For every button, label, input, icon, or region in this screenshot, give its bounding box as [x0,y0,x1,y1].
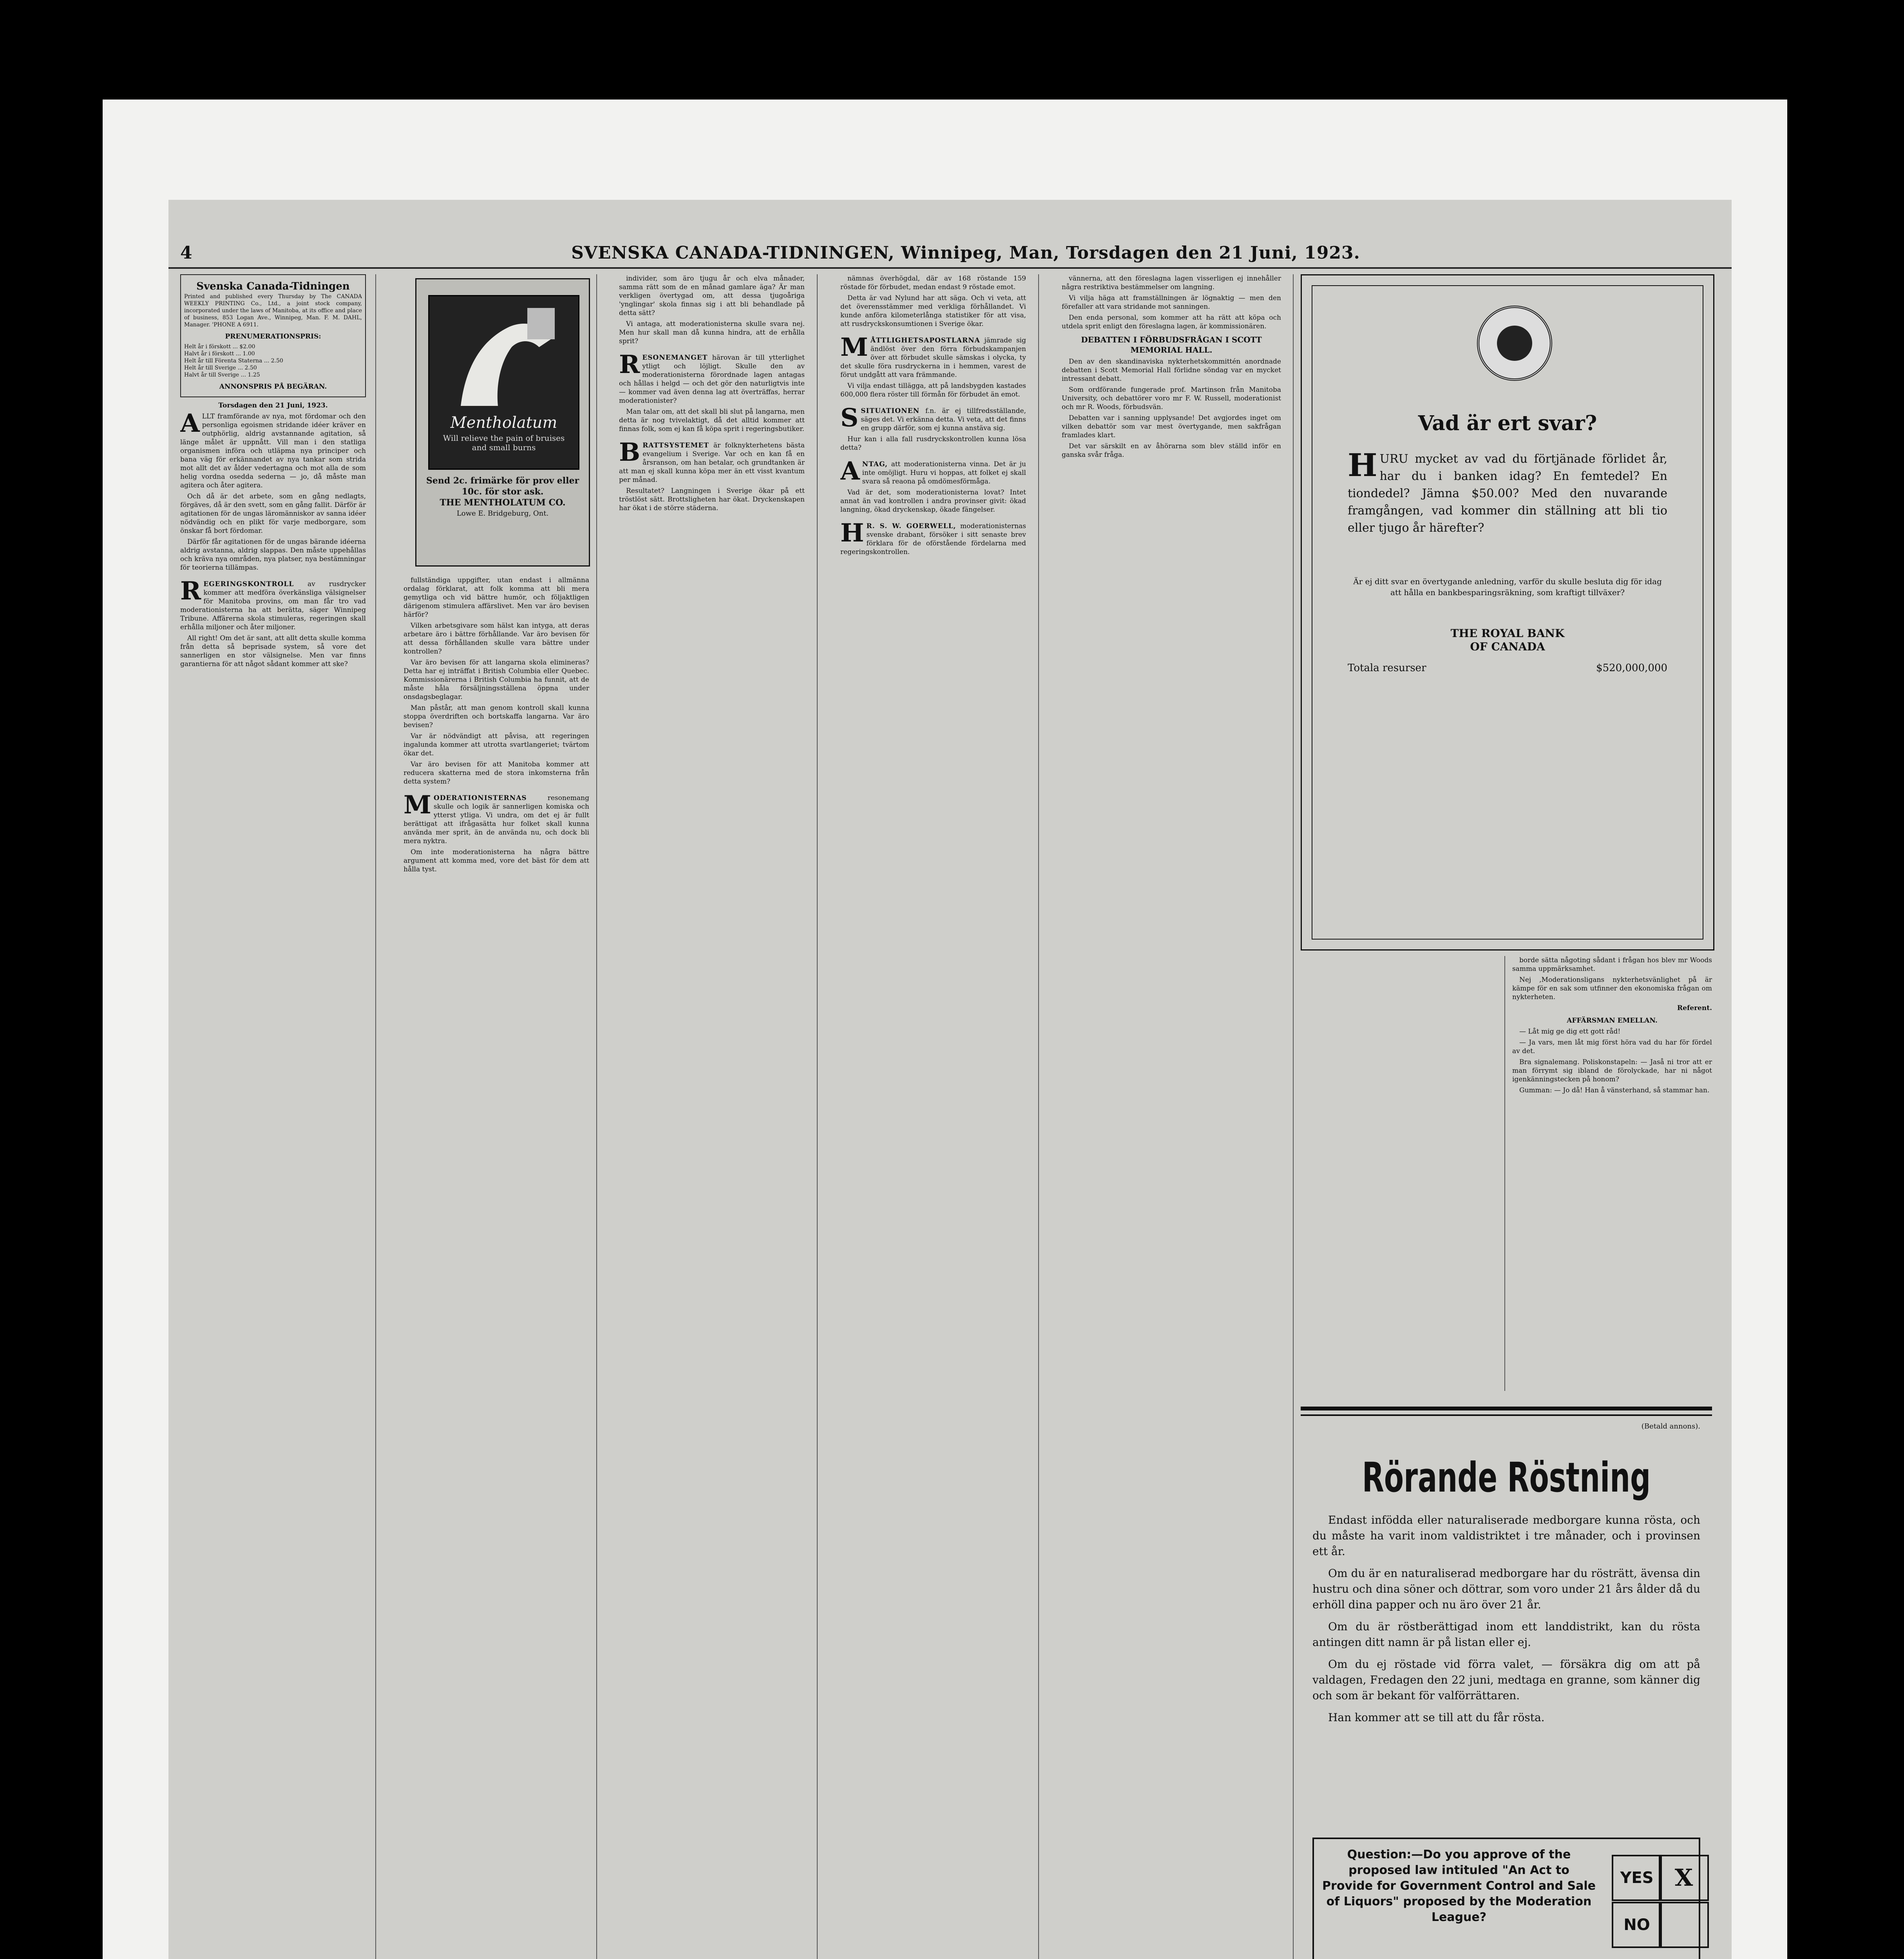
column-rule [596,274,597,1959]
article-heading: ODERATIONISTERNAS [433,794,527,802]
drop-cap: A [180,409,200,438]
notice-paragraph: Om du ej röstade vid förra valet, — försäkra dig om att på valdagen, Fredagen den 22 juni, medtaga en granne, som känner dig och som är bekant för valförrättaren. [1312,1658,1700,1702]
drop-cap: B [619,438,641,467]
bank-name: THE ROYAL BANK [1450,627,1565,640]
article-paragraph: LLT framförande av nya, mot fördomar och den personliga egoismen stridande idéer kräver en outphörlig, aldrig avstannande agitation, så länge målet är uppnått. Vill man i den statliga organismen införa och utläpma nya principer och bana väg för erkännandet av nya tankar som strida mot allt det av ålder vedertagna och mot alla de som helig vordna osedda sederna — jo, då måste man agitera och åter agitera. [180,413,366,489]
article-paragraph: Om inte moderationisterna ha några bättre argument att komma med, vore det bäst för dem att hålla tyst. [404,848,589,873]
article-paragraph: Den enda personal, som kommer att ha rätt att köpa och utdela sprit enligt den föreslagna lagen, är kommissionären. [1062,314,1281,330]
article-paragraph: Det var särskilt en av åhörarna som blev ställd inför en ganska svår fråga. [1062,442,1281,459]
masthead-title: SVENSKA CANADA-TIDNINGEN, Winnipeg, Man, Torsdagen den 21 Juni, 1923. [571,243,1360,263]
ad-company: THE MENTHOLATUM CO. [440,498,566,508]
article-paragraph: borde sätta någoting sådant i frågan hos blev mr Woods samma uppmärksamhet. [1512,956,1712,973]
article-paragraph: Vi vilja häga att framställningen är lögnaktig — men den förefaller att vara stridande mot sanningen. [1062,294,1281,311]
article-heading: RATTSYSTEMET [643,442,709,449]
article-paragraph: Var är nödvändigt att påvisa, att regeringen ingalunda kommer att utrotta svartlangeriet; tvärtom ökar det. [404,732,589,757]
article-heading: NTAG, [862,460,888,468]
column-3 [619,274,805,1959]
article-paragraph: fullständiga uppgifter, utan endast i allmänna ordalag förklarat, att folk komma att bli mera gemytliga och vid bättre humör, och följaktligen därigenom stimulera affärslivet. Men var äro bevisen härför? [404,576,589,619]
article-heading: ESONEMANGET [642,354,708,362]
article-paragraph: vännerna, att den föreslagna lagen visserligen ej innehåller några restriktiva bestämmelser om langning. [1062,275,1281,291]
drop-cap: M [840,333,868,362]
article-paragraph: Debatten var i sanning upplysande! Det avgjordes inget om vilken debattör som var mest övertygande, men sakfrågan framlades klart. [1062,414,1281,439]
subscription-row: Halvt år i förskott ... 1.00 [184,351,255,357]
article-paragraph: Var äro bevisen för att Manitoba kommer att reducera skatterna med de stora inkomsterna från detta system? [404,760,589,786]
debate-heading: DEBATTEN I FÖRBUDSFRÅGAN I SCOTT MEMORIAL HALL. [1081,335,1262,355]
notice-paragraph: Om du är röstberättigad inom ett landdistrikt, kan du rösta antingen ditt namn är på listan eller ej. [1312,1620,1700,1649]
article-paragraph: Vi vilja endast tillägga, att på landsbygden kastades 600,000 flera röster till förmån för förbudet än emot. [840,382,1026,398]
joke-line: Bra signalemang. Poliskonstapeln: — Jaså ni tror att er man förrymt sig ibland de förolyckade, har ni något igenkänningstecken på honom? [1512,1058,1712,1083]
article-heading: EGERINGSKONTROLL [203,580,294,588]
article-paragraph: individer, som äro tjugu år och elva månader, samma rätt som de en månad gamlare äga? Är man verkligen övertygad om, att dessa tjugoåriga 'ynglingar' skola finnas sig i att bli behandlade på detta sätt? [619,275,805,317]
drop-cap: H [1348,447,1377,483]
notice-paragraph: Endast infödda eller naturaliserade medborgare kunna rösta, och du måste ha varit inom valdistriktet i tre månader, och i provinsen ett år. [1312,1514,1700,1558]
article-heading: ÅTTLIGHETSAPOSTLARNA [870,337,980,344]
article-paragraph: nämnas överhögdal, där av 168 röstande 159 röstade för förbudet, medan endast 9 röstade emot. [840,275,1026,291]
subscription-row: Helt år till Förenta Staterna ... 2.50 [184,358,283,364]
masthead-rule [168,267,1732,269]
article-heading: R. S. W. GOERWELL, [866,522,956,530]
ballot-question: Question:—Do you approve of the proposed law intituled "An Act to Provide for Government Control and Sale of Liquors" proposed by the Moderation League? [1322,1848,1596,1924]
subscription-row: Halvt år till Sverige ... 1.25 [184,372,260,378]
newspaper-page [168,200,1732,1959]
column-6 [1512,956,1712,1391]
column-5 [1062,274,1281,1959]
drop-cap: S [840,403,859,433]
rule-bar [1301,1407,1712,1410]
notice-title: Rörande Röstning [1362,1454,1651,1501]
paper-name: Svenska Canada-Tidningen [196,281,350,292]
column-rule [375,274,376,1959]
column-4 [840,274,1026,1959]
ad-border [1312,285,1703,940]
page-number: 4 [180,243,192,263]
article-paragraph: Vad är det, som moderationisterna lovat? Intet annat än vad kontrollen i andra provinser givit: ökad langning, ökad dryckenskap, ökade fängelser. [840,489,1026,514]
subscription-row: Helt år i förskott ... $2.00 [184,344,255,350]
drop-cap: R [180,576,201,606]
article-paragraph: av rusdrycker kommer att medföra överkänsliga välsignelser för Manitoba provins, om man får tro vad moderationisterna ha att berätta, säger Winnipeg Tribune. Affärerna skola stimuleras, regeringen skall erhålla miljoner och åter miljoner. [180,580,366,631]
ad-tagline: Will relieve the pain of bruises and small burns [443,433,565,452]
article-paragraph: Man talar om, att det skall bli slut på langarna, men detta är nog tvivelaktigt, då det alltid kommer att finnas folk, som ej kan få köpa sprit i regeringsbutiker. [619,408,805,433]
article-paragraph: att moderationisterna vinna. Det är ju inte omöjligt. Huru vi hoppas, att folket ej skall svara så reaona på omdömesförmåga. [862,460,1026,485]
article-paragraph: Var äro bevisen för att langarna skola elimineras? Detta har ej inträffat i British Columbia eller Quebec. Kommissionärerna i British Columbia ha funnit, att de måste håla försäljningsställena öppna under onsdagsbeglagar. [404,659,589,701]
royal-bank-ad [1301,274,1714,951]
byline: Referent. [1677,1004,1712,1012]
imprint-box [180,274,366,397]
column-rule [1293,274,1294,1959]
ballot-no: NO [1612,1902,1662,1948]
drop-cap: A [840,456,860,486]
column-rule [1504,956,1505,1391]
article-paragraph: moderationisternas svenske drabant, försöker i sitt senaste brev förklara för de oförstående fördelarna med regeringskontrollen. [840,522,1026,556]
ad-logo: Mentholatum [450,414,557,432]
column-rule [817,274,818,1959]
article-paragraph: Vilken arbetsgivare som hälst kan intyga, att deras arbetare äro i bättre förhållande. Var äro bevisen för att dessa förhållanden skulle vara bättre under kontrollen? [404,622,589,655]
article-heading: SITUATIONEN [861,407,920,415]
paid-notice: (Betald annons). [1641,1422,1700,1430]
subscription-heading: PRENUMERATIONSPRIS: [225,333,321,340]
column-rule [1038,274,1039,1959]
article-paragraph: är folknykterhetens bästa evangelium i Sverige. Var och en kan få en årsranson, om han betalar, och grundtanken är att man ej skall kunna köpa mer än ett visst kvantum per månad. [619,442,805,484]
subscription-row: Helt år till Sverige ... 2.50 [184,365,257,371]
notice-paragraph: Om du är en naturaliserad medborgare har du rösträtt, ävensa din hustru och dina söner och döttrar, som voro under 21 års ålder då du erhöll dina papper och nu äro över 21 år. [1312,1567,1700,1611]
imprint-text: Printed and published every Thursday by The CANADA WEEKLY PRINTING Co., Ltd., a joint stock company, incorporated under the laws of Manitoba, at its office and place of business, 853 Logan Ave., Winnipeg, Man. F. M. DAHL, Manager. 'PHONE A 6911. [184,293,362,328]
article-paragraph: resonemang skulle och logik är sannerligen komiska och ytterst ytliga. Vi undra, om det ej är fullt berättigat att ifrågasätta hur folket skall kunna använda mer sprit, än de använda nu, och dock bli mera nyktra. [404,794,589,845]
ad-offer: Send 2c. frimärke för prov eller 10c. för stor ask. [426,476,579,497]
bank-seal-icon [1477,306,1552,381]
article-paragraph: Resultatet? Langningen i Sverige ökar på ett tröstlöst sätt. Brottsligheten har ökat. Dryckenskapen har ökat i de större städerna. [619,487,805,512]
ad-illustration [428,295,579,470]
rule-bar [1301,1414,1712,1416]
ballot-sample [1312,1838,1700,1959]
ad-question: URU mycket av vad du förtjänade förlidet år, har du i banken idag? En femtedel? En tiondedel? Jämna $50.00? Med den nuvarande framgången, vad kommer din ställning att bli tio eller tjugo år härefter? [1348,452,1667,535]
voting-notice [1301,1399,1712,1959]
joke-line: — Låt mig ge dig ett gott råd! [1519,1028,1621,1036]
drop-cap: H [840,518,864,548]
article-paragraph: Den av den skandinaviska nykterhetskommittén anordnade debatten i Scott Memorial Hall förlidne söndag var en mycket intressant debatt. [1062,358,1281,383]
ad-heading: Vad är ert svar? [1418,411,1597,435]
resources-value: $520,000,000 [1596,662,1667,674]
article-paragraph: Därför får agitationen för de ungas bärande idéerna aldrig avstanna, aldrig slappas. Den måste uppehållas och kräva nya områden, nya platser, nya bestämningar för teorierna tillämpas. [180,538,366,572]
article-paragraph: Detta är vad Nylund har att säga. Och vi veta, att det överensstämmer med verkliga förhållandet. Vi kunde anföra kilometerlånga statistiker för att visa, att rusdryckskonsumtionen i Sverige ökar. [840,294,1026,328]
joke-line: — Ja vars, men låt mig först höra vad du har för fördel av det. [1512,1039,1712,1055]
article-paragraph: Man påstår, att man genom kontroll skall kunna stoppa överdriften och bortskaffa langarna. Var äro bevisen? [404,704,589,729]
joke-heading: AFFÄRSMAN EMELLAN. [1567,1017,1658,1025]
ads-heading: ANNONSPRIS PÅ BEGÄRAN. [219,383,327,391]
article-paragraph: f.n. är ej tillfredsställande, säges det. Vi erkänna detta. Vi veta, att det finns en grupp därför, som ej kunna anstäva sig. [861,407,1026,432]
ad-address: Lowe E. Bridgeburg, Ont. [456,509,549,518]
bank-name-sub: OF CANADA [1470,640,1545,653]
mentholatum-ad [415,278,590,567]
article-paragraph: härovan är till ytterlighet ytligt och löjligt. Skulle den av moderationisterna förordnade lagen antagas och hållas i helgd — och det gör den naturligtvis inte — kommer vad även denna lag att överträffas, herrar moderationister? [619,354,805,405]
ballot-empty-box [1659,1902,1709,1948]
article-paragraph: jämrade sig ändlöst över den förra förbudskampanjen över att förbudet skulle sämskas i olycka, ty det skulle föra rusdryckerna in i hemmen, varest de förut undgått att vara främmande. [840,337,1026,379]
column-1 [180,274,366,1959]
article-paragraph: All right! Om det är sant, att allt detta skulle komma från detta så beprisade system, så vore det sannerligen en stor välsignelse. Men var finns garantierna för att något sådant kommer att ske? [180,634,366,668]
article-paragraph: Hur kan i alla fall rusdryckskontrollen kunna lösa detta? [840,435,1026,452]
joke-line: Gumman: — Jo då! Han å vänsterhand, så stammar han. [1519,1086,1710,1094]
masthead [180,239,1720,266]
ballot-yes: YES [1612,1855,1662,1901]
drop-cap: M [404,790,431,820]
dateline: Torsdagen den 21 Juni, 1923. [218,402,328,409]
article-paragraph: Och då är det arbete, som en gång nedlagts, förgäves, då är den svett, som en gång fallit. Därför är agitationen för de ungas läromänniskor av sanna idéer nödvändig och en plikt för varje medborgare, som önskar få bort fördomar. [180,492,366,535]
ad-fine-print: Är ej ditt svar en övertygande anledning, varför du skulle besluta dig för idag att hålla en bankbesparingsräkning, som kraftigt tillväxer? [1353,577,1662,597]
article-paragraph: Som ordförande fungerade prof. Martinson från Manitoba University, och debattörer voro mr F. W. Russell, moderationist och mr R. Woods, förbudsvän. [1062,386,1281,411]
notice-paragraph: Han kommer att se till att du får rösta. [1328,1711,1545,1724]
article-paragraph: Nej ,Moderationsligans nykterhetsvänlighet på är kämpe för en sak som utfinner den ekonomiska frågan om nykterheten. [1512,976,1712,1001]
drop-cap: R [619,350,640,379]
resources-label: Totala resurser [1348,662,1426,674]
hand-illustration-icon [429,296,578,414]
ballot-mark: X [1659,1855,1709,1901]
article-paragraph: Vi antaga, att moderationisterna skulle svara nej. Men hur skall man då kunna hindra, att de erhålla sprit? [619,320,805,345]
column-2 [404,576,589,1959]
